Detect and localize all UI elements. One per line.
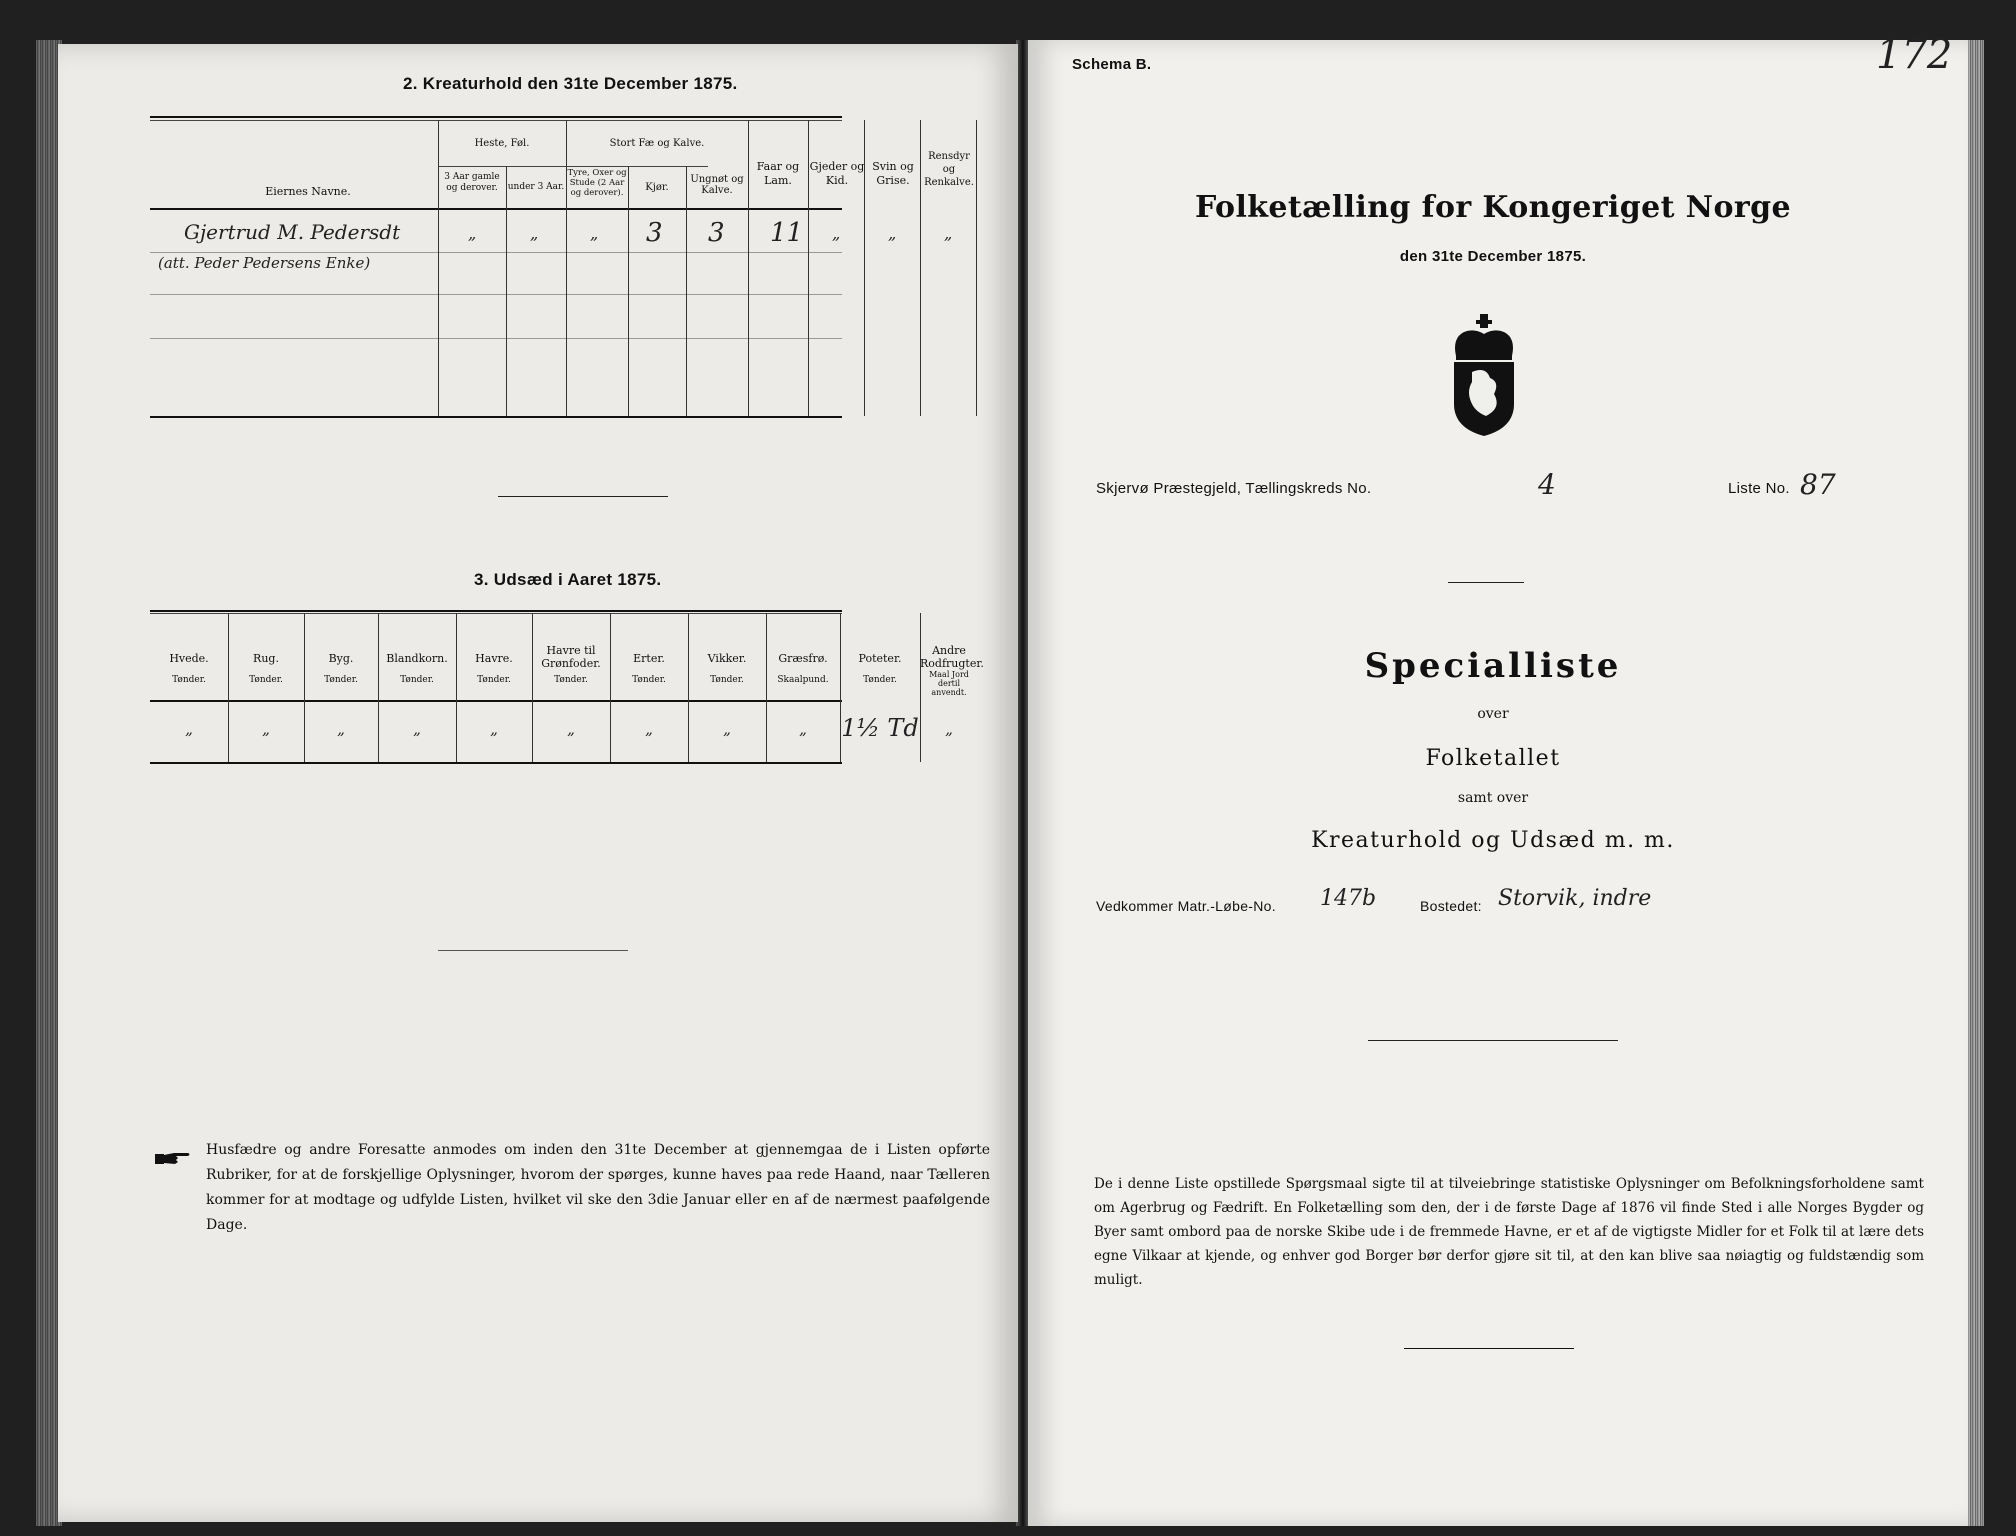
sowing-value: „ — [413, 720, 421, 738]
sowing-value: „ — [337, 720, 345, 738]
header-horses: Heste, Føl. — [474, 138, 530, 149]
sowing-value: „ — [567, 720, 575, 738]
sowing-unit: Tønder. — [710, 675, 744, 685]
header-bulls: Tyre, Oxer og Stude (2 Aar og derover). — [567, 168, 627, 198]
sowing-header: Byg. — [328, 652, 354, 665]
sowing-header: Poteter. — [858, 652, 902, 665]
sowing-value: „ — [185, 720, 193, 738]
sowing-header: Blandkorn. — [386, 652, 448, 665]
sowing-unit: Tønder. — [477, 675, 511, 685]
header-horses-under3: under 3 Aar. — [507, 182, 565, 192]
sowing-unit: Maal Jord dertil anvendt. — [929, 670, 969, 697]
parish-label: Skjervø Præstegjeld, Tællingskreds No. — [1096, 480, 1372, 497]
sowing-unit: Tønder. — [249, 675, 283, 685]
sowing-unit: Tønder. — [632, 675, 666, 685]
cell-reindeer: „ — [944, 224, 953, 243]
divider — [438, 950, 628, 951]
bosted-value: Storvik, indre — [1498, 886, 1652, 911]
sowing-value: „ — [799, 720, 807, 738]
header-reindeer: Rensdyr og Renkalve. — [924, 151, 974, 188]
header-cattle: Stort Fæ og Kalve. — [609, 138, 705, 149]
list-number: 87 — [1800, 468, 1836, 501]
sowing-header: Havre. — [475, 652, 513, 665]
page-number: 172 — [1876, 32, 1953, 78]
divider — [498, 496, 668, 497]
section2-title: 2. Kreaturhold den 31te December 1875. — [403, 74, 738, 93]
matr-number: 147b — [1320, 886, 1377, 911]
cell-sheep: 11 — [770, 218, 804, 248]
specialliste-title: Specialliste — [1364, 646, 1622, 686]
header-young-cattle: Ungnøt og Kalve. — [690, 174, 744, 196]
cell-horses-under3: „ — [530, 224, 539, 243]
pointing-hand-icon — [154, 1148, 192, 1168]
left-page — [58, 44, 1018, 1522]
sowing-header: Andre Rodfrugter. — [920, 644, 984, 670]
sowing-header: Rug. — [253, 652, 279, 665]
sowing-unit: Tønder. — [172, 675, 206, 685]
owner-name: Gjertrud M. Pedersdt — [184, 220, 401, 244]
samt-over-text: samt over — [1457, 790, 1529, 806]
cell-goats: „ — [832, 224, 841, 243]
coat-of-arms-icon — [1442, 312, 1526, 438]
sowing-header: Græsfrø. — [778, 652, 828, 665]
sowing-unit: Tønder. — [863, 675, 897, 685]
notice-text: Husfædre og andre Foresatte anmodes om inden den 31te December at gjennemgaa de i Listen opførte Rubriker, for at de forskjellige Oplysninger, hvorom der spørges, kunne haves paa rede Haand, naar Tælleren kommer for at modtage og udfylde Listen, hvilket vil ske den 3die Januar eller en af de nærmest paafølgende Dage. — [206, 1142, 990, 1233]
cell-pigs: „ — [888, 224, 897, 243]
over-text: over — [1477, 706, 1509, 722]
sowing-unit: Tønder. — [554, 675, 588, 685]
divider — [1368, 1040, 1618, 1041]
matr-label: Vedkommer Matr.-Løbe-No. — [1096, 898, 1276, 914]
header-sheep: Faar og Lam. — [756, 160, 800, 187]
sowing-value: „ — [723, 720, 731, 738]
main-title: Folketælling for Kongeriget Norge — [1194, 190, 1791, 225]
folketallet-text: Folketallet — [1425, 746, 1561, 771]
sowing-unit: Tønder. — [400, 675, 434, 685]
sowing-value: „ — [645, 720, 653, 738]
footer-text: De i denne Liste opstillede Spørgsmaal sigte til at tilveiebringe statistiske Oplysninger om Befolkningsforholdene samt om Agerbrug og Fædrift. En Folketælling som den, der i de første Dage af 1876 vil finde Sted i alle Norges Bygder og Byer samt ombord paa de norske Skibe ude i de fremmede Havne, er et af de vigtigste Midler for et Folk til at lære dets egne Vilkaar at kjende, og enhver god Borger bør derfor gjøre sit til, at den kan blive saa nøiagtig og fuldstændig som muligt. — [1094, 1176, 1924, 1288]
header-cows: Kjør. — [645, 182, 669, 193]
section3-title: 3. Udsæd i Aaret 1875. — [474, 570, 662, 589]
sowing-header: Havre til Grønfoder. — [541, 644, 601, 670]
divider — [1404, 1348, 1574, 1349]
sowing-value: „ — [262, 720, 270, 738]
owner-note: (att. Peder Pedersens Enke) — [158, 254, 371, 272]
sowing-value: „ — [945, 720, 953, 738]
bosted-label: Bostedet: — [1420, 898, 1482, 914]
census-date: den 31te December 1875. — [1399, 248, 1587, 265]
header-owner: Eiernes Navne. — [265, 185, 351, 198]
schema-label: Schema B. — [1072, 56, 1152, 73]
sowing-unit: Tønder. — [324, 675, 358, 685]
sowing-unit: Skaalpund. — [777, 675, 829, 685]
cell-cows: 3 — [646, 218, 663, 248]
right-page — [1028, 32, 1968, 1526]
header-pigs: Svin og Grise. — [872, 160, 914, 187]
sowing-header: Vikker. — [707, 652, 747, 665]
sowing-value: „ — [490, 720, 498, 738]
header-goats: Gjeder og Kid. — [809, 160, 865, 187]
cell-young-cattle: 3 — [708, 218, 725, 248]
header-horses-3plus: 3 Aar gamle og derover. — [444, 172, 500, 193]
district-number: 4 — [1538, 468, 1556, 501]
sowing-header: Erter. — [633, 652, 665, 665]
page-edges-right — [1966, 40, 1984, 1526]
kreaturhold-text: Kreaturhold og Udsæd m. m. — [1311, 828, 1675, 853]
list-label: Liste No. — [1728, 480, 1790, 497]
cell-bulls: „ — [590, 224, 599, 243]
divider — [1448, 582, 1524, 583]
sowing-header: Hvede. — [169, 652, 209, 665]
sowing-value: 1½ Td — [841, 714, 919, 742]
cell-horses-3plus: „ — [468, 224, 477, 243]
